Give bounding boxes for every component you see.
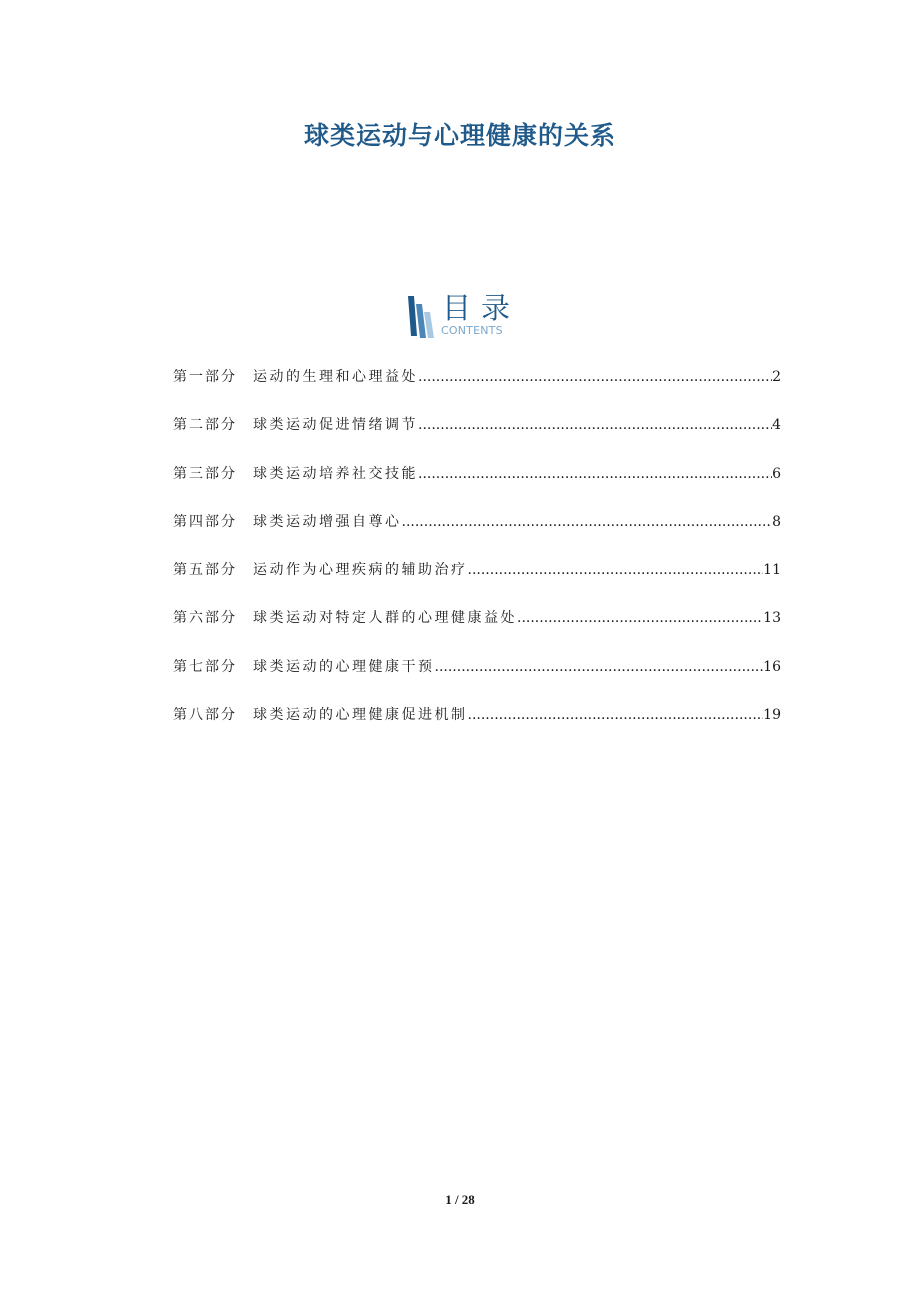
- toc-part-label: 第六部分: [173, 610, 237, 627]
- toc-entry-title: 球类运动的心理健康干预: [253, 658, 435, 675]
- toc-entry-title: 球类运动的心理健康促进机制: [253, 707, 468, 724]
- document-title: 球类运动与心理健康的关系: [303, 121, 616, 150]
- toc-part-label: 第三部分: [173, 465, 237, 482]
- toc-part-label: 第五部分: [173, 562, 237, 579]
- toc-part-label: 第一部分: [173, 369, 237, 385]
- toc-part-label: 第七部分: [173, 658, 237, 675]
- toc-entry-title: 球类运动对特定人群的心理健康益处: [253, 610, 517, 627]
- toc-dot-leader: [418, 414, 772, 436]
- toc-header: [405, 292, 525, 340]
- toc-entry-4[interactable]: [173, 511, 781, 559]
- toc-page-number: 4: [772, 417, 781, 434]
- toc-dot-leader: [418, 463, 772, 485]
- toc-entry-title: 球类运动培养社交技能: [253, 465, 418, 482]
- toc-page-number: 19: [763, 707, 781, 724]
- toc-dot-leader: [468, 704, 764, 726]
- toc-dot-leader: [468, 559, 764, 581]
- toc-page-number: 8: [772, 513, 781, 530]
- toc-dot-leader: [402, 511, 773, 533]
- toc-list: [173, 366, 781, 752]
- toc-part-label: 第四部分: [173, 513, 237, 530]
- toc-heading: 目录: [442, 291, 521, 325]
- toc-entry-8[interactable]: [173, 704, 781, 752]
- toc-dot-leader: [435, 656, 764, 678]
- toc-entry-7[interactable]: [173, 656, 781, 704]
- toc-entry-3[interactable]: [173, 463, 781, 511]
- toc-entry-5[interactable]: [173, 559, 781, 607]
- page-number-footer: 1 / 28: [445, 1192, 475, 1207]
- toc-page-number: 6: [772, 465, 781, 482]
- toc-part-label: 第二部分: [173, 417, 237, 434]
- toc-page-number: 16: [763, 658, 781, 675]
- toc-entry-title: 运动作为心理疾病的辅助治疗: [253, 562, 468, 579]
- toc-entry-title: 运动的生理和心理益处: [253, 369, 418, 385]
- toc-entry-2[interactable]: [173, 414, 781, 462]
- toc-dot-leader: [418, 366, 772, 388]
- toc-page-number: 13: [763, 610, 781, 627]
- toc-entry-1[interactable]: [173, 366, 781, 414]
- toc-entry-6[interactable]: [173, 607, 781, 655]
- toc-page-number: 2: [772, 369, 781, 385]
- toc-dot-leader: [517, 607, 763, 629]
- contents-logo-icon: [405, 296, 435, 338]
- toc-subheading: CONTENTS: [441, 324, 503, 337]
- toc-part-label: 第八部分: [173, 707, 237, 724]
- toc-page-number: 11: [763, 562, 781, 579]
- toc-entry-title: 球类运动增强自尊心: [253, 513, 402, 530]
- toc-entry-title: 球类运动促进情绪调节: [253, 417, 418, 434]
